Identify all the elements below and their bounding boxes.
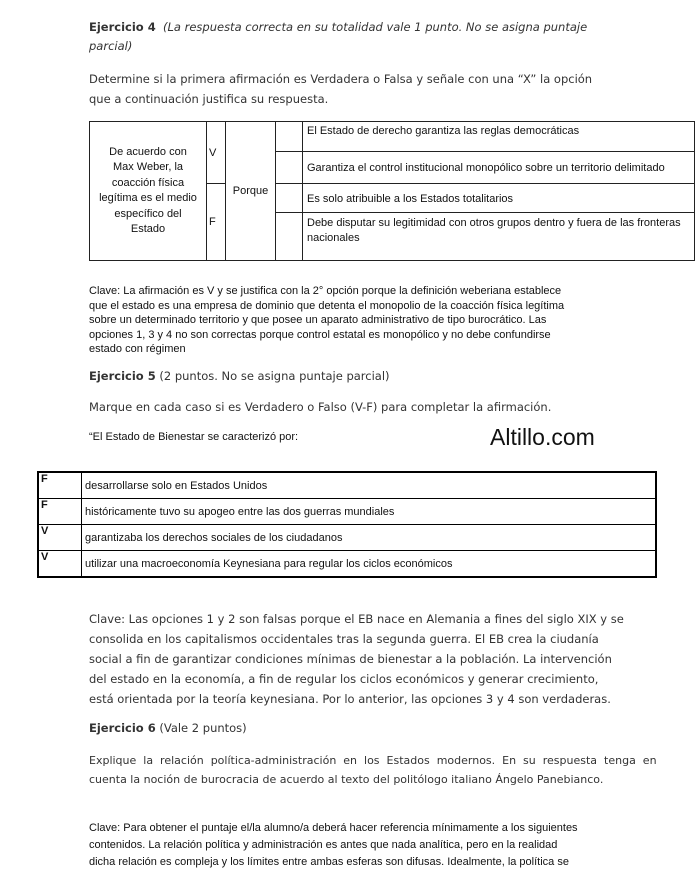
statement-text: garantizaba los derechos sociales de los ciudadanos <box>82 525 657 551</box>
answer-mark[interactable]: V <box>38 525 82 551</box>
table-row <box>38 499 656 525</box>
option-2: Garantiza el control institucional monopólico sobre un territorio delimitado <box>303 152 695 184</box>
table-row <box>38 551 656 578</box>
option-1: El Estado de derecho garantiza las reglas democráticas <box>303 122 695 152</box>
true-marker: V <box>207 122 226 184</box>
statement-text: históricamente tuvo su apogeo entre las dos guerras mundiales <box>82 499 657 525</box>
exercise-6-header <box>89 719 247 737</box>
exercise-4-note-cont: parcial) <box>89 39 133 53</box>
exercise-6-note: (Vale 2 puntos) <box>159 721 247 735</box>
answer-mark[interactable]: F <box>38 499 82 525</box>
answer-mark[interactable]: F <box>38 472 82 499</box>
answer-key-4: Clave: La afirmación es V y se justifica con la 2° opción porque la definición weberiana establece que el estado es una empresa de dominio que detenta el monopolio de la coacción física legítima sobre un determinado territorio y que posee un aparato administrativo de tipo burocrático. Las opciones 1, 3 y 4 no son correctas porque control estatal es monopólico y no debe confundirse estado con régimen <box>89 285 565 355</box>
exercise-4-heading: Ejercicio 4 <box>89 20 156 34</box>
exercise-4-note: (La respuesta correcta en su totalidad vale 1 punto. No se asigna puntaje <box>163 20 588 34</box>
exercise-5-quote: “El Estado de Bienestar se caracterizó por: <box>89 431 299 443</box>
statement-text: utilizar una macroeconomía Keynesiana para regular los ciclos económicos <box>82 551 657 578</box>
true-false-justification-table <box>89 121 695 261</box>
answer-box-4[interactable] <box>276 212 303 260</box>
table-row <box>38 472 656 499</box>
instruction-line: Determine si la primera afirmación es Verdadera o Falsa y señale con una “X” la opción <box>89 72 593 86</box>
exercise-5-instructions: Marque en cada caso si es Verdadero o Falso (V-F) para completar la afirmación. <box>89 400 552 414</box>
answer-box-3[interactable] <box>276 184 303 212</box>
table-row <box>38 525 656 551</box>
option-3: Es solo atribuible a los Estados totalitarios <box>303 184 695 212</box>
answer-box-1[interactable] <box>276 122 303 152</box>
answer-mark[interactable]: V <box>38 551 82 578</box>
exercise-6-instructions: Explique la relación política-administración en los Estados modernos. En su respuesta tenga en cuenta la noción de burocracia de acuerdo al texto del politólogo italiano Ángelo Panebianco. <box>89 754 657 786</box>
exercise-4-header <box>89 18 587 56</box>
false-marker: F <box>207 184 226 261</box>
exercise-6-heading: Ejercicio 6 <box>89 721 156 735</box>
watermark: Altillo.com <box>490 424 595 450</box>
statement-text: desarrollarse solo en Estados Unidos <box>82 472 657 499</box>
answer-key-5: Clave: Las opciones 1 y 2 son falsas porque el EB nace en Alemania a fines del siglo XIX y se consolida en los capitalismos occidentales tras la segunda guerra. El EB crea la ciudanía social a fin de garantizar condiciones mínimas de bienestar a la población. La intervención del estado en la economía, a fin de regular los ciclos económicos y generar crecimiento, está orientada por la teoría keynesiana. Por lo anterior, las opciones 3 y 4 son verdaderas. <box>89 612 624 706</box>
exercise-4-instructions <box>89 69 592 109</box>
answer-key-6: Clave: Para obtener el puntaje el/la alumno/a deberá hacer referencia mínimamente a los siguientes contenidos. La relación política y administración es antes que nada analítica, pero en la realidad dicha relación es compleja y los límites entre ambas esferas son difusas. Idealmente, la política se <box>89 822 578 868</box>
exercise-5-heading: Ejercicio 5 <box>89 369 156 383</box>
exercise-5-note: (2 puntos. No se asigna puntaje parcial) <box>159 369 390 383</box>
exercise-5-header <box>89 367 390 385</box>
option-4: Debe disputar su legitimidad con otros grupos dentro y fuera de las fronteras nacionales <box>303 212 695 260</box>
answer-box-2[interactable] <box>276 152 303 184</box>
statement-cell: De acuerdo con Max Weber, la coacción física legítima es el medio específico del Estado <box>90 122 207 261</box>
true-false-table <box>37 471 657 578</box>
instruction-line: que a continuación justifica su respuesta. <box>89 92 329 106</box>
porque-cell: Porque <box>226 122 276 261</box>
